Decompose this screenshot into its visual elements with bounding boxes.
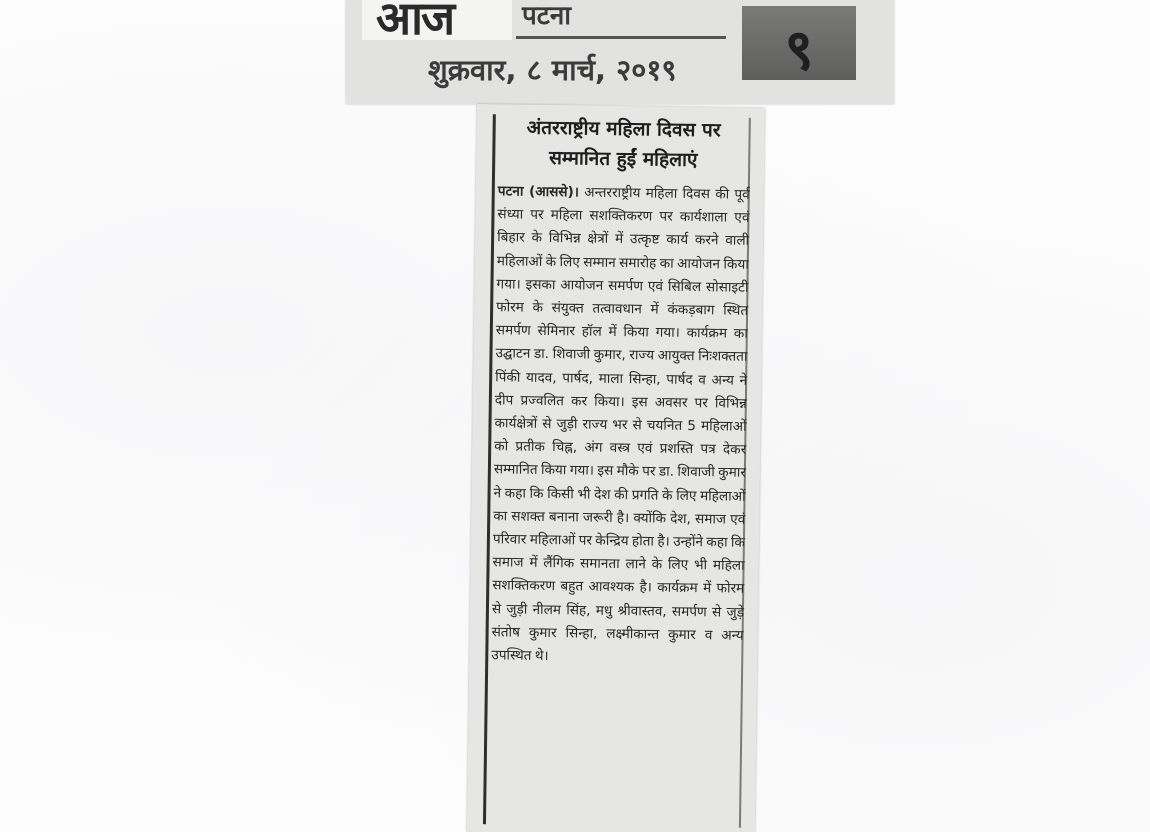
page-number-box xyxy=(742,6,856,83)
article-dateline: पटना (आससे)। xyxy=(497,183,580,201)
edition-city: पटना xyxy=(522,1,572,31)
publication-date: शुक्रवार, ८ मार्च, २०१९ xyxy=(428,53,677,87)
article-headline-line-1: अंतरराष्ट्रीय महिला दिवस पर xyxy=(526,116,721,142)
newspaper-logo xyxy=(362,0,512,40)
article-body xyxy=(491,180,750,671)
masthead-divider xyxy=(516,36,726,39)
newspaper-logo-text: आज xyxy=(376,0,454,40)
page-number: ९ xyxy=(784,17,814,83)
article-headline-line-2: सम्मानित हुईं महिलाएं xyxy=(548,147,698,172)
newspaper-masthead-clipping xyxy=(346,0,894,104)
article-headline xyxy=(498,112,749,175)
article-body-text: अन्तरराष्ट्रीय महिला दिवस की पूर्व संध्या पर महिला सशक्तिकरण पर कार्यशाला एवं बिहार के विभिन्न क्षेत्रों में उत्कृष्ट कार्य करने वाली महिलाओं के लिए सम्मान समारोह का आयोजन किया गया। इसका आयोजन समर्पण एवं सिबिल सोसाइटी फोरम के संयुक्त तत्वावधान में कंकड़बाग स्थित समर्पण सेमिनार हॉल में किया गया। कार्यक्रम का उद्घाटन डा. शिवाजी कुमार, राज्य आयुक्त निःशक्तता पिंकी यादव, पार्षद, माला सिन्हा, पार्षद व अन्य ने दीप प्रज्वलित कर किया। इस अवसर पर विभिन्न कार्यक्षेत्रों से जुड़ी राज्य भर से चयनित 5 महिलाओं को प्रतीक चिह्न, अंग वस्त्र एवं प्रशस्ति पत्र देकर सम्मानित किया गया। इस मौके पर डा. शिवाजी कुमार ने कहा कि किसी भी देश की प्रगति के लिए महिलाओं का सशक्त बनाना जरूरी है। क्योंकि देश, समाज एवं परिवार महिलाओं पर केन्द्रिय होता है। उन्होंने कहा कि समाज में लैंगिक समानता लाने के लिए भी महिला सशक्तिकरण बहुत आवश्यक है। कार्यक्रम में फोरम से जुड़ी नीलम सिंह, मधु श्रीवास्तव, समर्पण से जुड़े संतोष कुमार सिन्हा, लक्ष्मीकान्त कुमार व अन्य उपस्थित थे। xyxy=(491,184,750,665)
news-article-clipping xyxy=(467,104,765,832)
